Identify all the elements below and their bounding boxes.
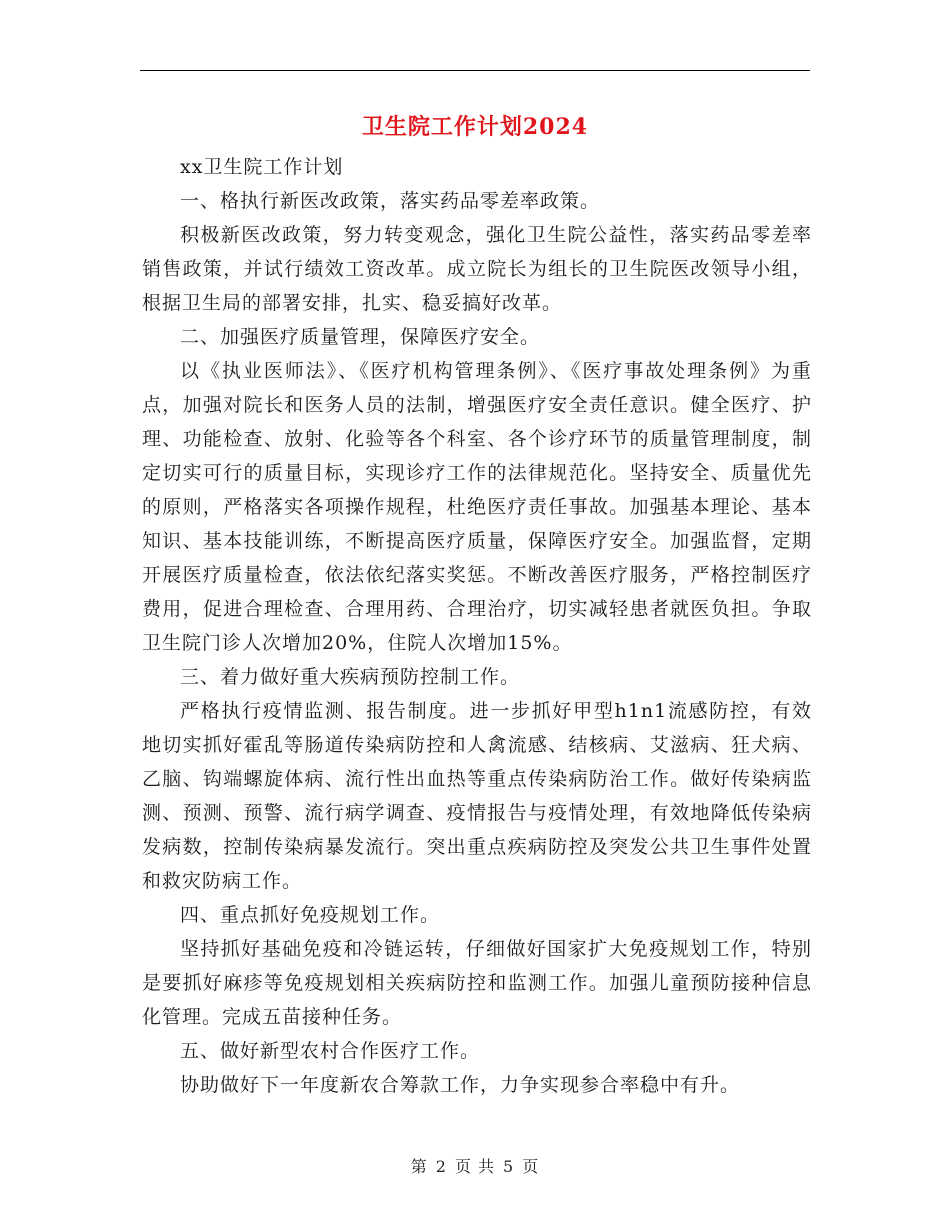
page-label-suffix: 页 xyxy=(522,1157,540,1176)
page-label-prefix: 第 xyxy=(410,1157,428,1176)
paragraph: 协助做好下一年度新农合筹款工作，力争实现参合率稳中有升。 xyxy=(180,1074,741,1096)
page-footer xyxy=(0,1154,950,1177)
document-body xyxy=(142,150,812,1102)
current-page-number: 2 xyxy=(435,1157,447,1176)
section-heading: 一、格执行新医改政策，落实药品零差率政策。 xyxy=(180,190,601,212)
paragraph: 严格执行疫情监测、报告制度。进一步抓好甲型h1n1流感防控，有效地切实抓好霍乱等肠道传染病防控和人禽流感、结核病、艾滋病、狂犬病、乙脑、钩端螺旋体病、流行性出血热等重点传染病防治工作。做好传染病监测、预测、预警、流行病学调查、疫情报告与疫情处理，有效地降低传染病发病数，控制传染病暴发流行。突出重点疾病防控及突发公共卫生事件处置和救灾防病工作。 xyxy=(142,700,812,892)
section-heading: 五、做好新型农村合作医疗工作。 xyxy=(180,1040,481,1062)
total-pages-number: 5 xyxy=(503,1157,515,1176)
section-heading: 三、着力做好重大疾病预防控制工作。 xyxy=(180,666,521,688)
page-label-mid: 页 共 xyxy=(454,1157,496,1176)
paragraph: 积极新医改政策，努力转变观念，强化卫生院公益性，落实药品零差率销售政策，并试行绩效工资改革。成立院长为组长的卫生院医改领导小组，根据卫生局的部署安排，扎实、稳妥搞好改革。 xyxy=(142,224,812,314)
paragraph: xx卫生院工作计划 xyxy=(180,156,344,178)
section-heading: 四、重点抓好免疫规划工作。 xyxy=(180,904,441,926)
document-title: 卫生院工作计划2024 xyxy=(361,114,589,140)
section-heading: 二、加强医疗质量管理，保障医疗安全。 xyxy=(180,326,541,348)
paragraph: 以《执业医师法》、《医疗机构管理条例》、《医疗事故处理条例》为重点，加强对院长和医务人员的法制，增强医疗安全责任意识。健全医疗、护理、功能检查、放射、化验等各个科室、各个诊疗环节的质量管理制度，制定切实可行的质量目标，实现诊疗工作的法律规范化。坚持安全、质量优先的原则，严格落实各项操作规程，杜绝医疗责任事故。加强基本理论、基本知识、基本技能训练，不断提高医疗质量，保障医疗安全。加强监督，定期开展医疗质量检查，依法依纪落实奖惩。不断改善医疗服务，严格控制医疗费用，促进合理检查、合理用药、合理治疗，切实减轻患者就医负担。争取卫生院门诊人次增加20%，住院人次增加15%。 xyxy=(142,360,812,654)
paragraph: 坚持抓好基础免疫和冷链运转，仔细做好国家扩大免疫规划工作，特别是要抓好麻疹等免疫规划相关疾病防控和监测工作。加强儿童预防接种信息化管理。完成五苗接种任务。 xyxy=(142,938,812,1028)
header-rule xyxy=(140,70,810,71)
